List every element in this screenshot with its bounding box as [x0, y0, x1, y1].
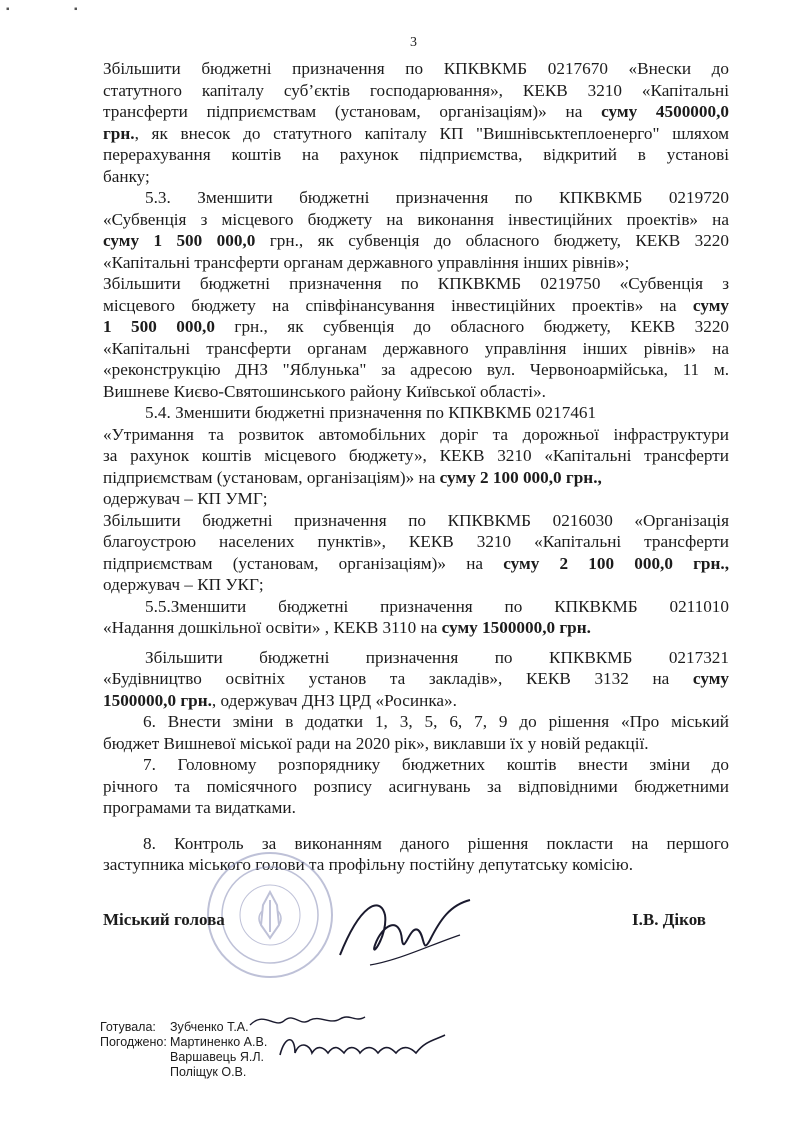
- text-line: «Капітальні трансферти органам державного управління інших рівнів» на: [103, 338, 729, 358]
- prepared-name: Зубченко Т.А.: [170, 1020, 249, 1034]
- prepared-row: [100, 1020, 267, 1035]
- handwritten-signature: [330, 885, 480, 975]
- corner-mark: ▪: [74, 4, 78, 15]
- agreed-name: Поліщук О.В.: [170, 1065, 247, 1079]
- text-line: 5.4. Зменшити бюджетні призначення по КПКВКМБ 0217461: [145, 403, 597, 422]
- text-line: «Субвенція з місцевого бюджету на виконання інвестиційних проектів» на: [103, 209, 729, 229]
- text-line: бюджет Вишневої міської ради на 2020 рік», виклавши їх у новій редакції.: [103, 733, 649, 753]
- text-line: перерахування коштів на рахунок підприємства, відкритий в установі: [103, 145, 729, 164]
- document-body: [103, 58, 729, 876]
- signature-title: Міський голова: [103, 910, 225, 929]
- text-line: 6. Внести зміни в додатки 1, 3, 5, 6, 7, 9 до рішення «Про міський: [143, 712, 729, 731]
- text-line: «Утримання та розвиток автомобільних доріг та дорожньої інфраструктури: [103, 424, 729, 444]
- text-line: трансферти підприємствам (установам, організаціям)» на суму 4500000,0: [103, 102, 729, 121]
- agreed-row: [100, 1065, 267, 1080]
- prepared-label: Готувала:: [100, 1020, 156, 1034]
- text-line: річного та помісячного розпису асигнувань за відповідними бюджетними: [103, 776, 729, 796]
- text-line: програмами та видатками.: [103, 798, 296, 817]
- corner-mark: ▪: [6, 4, 10, 15]
- text-line: 8. Контроль за виконанням даного рішення покласти на першого: [143, 833, 729, 853]
- text-line: одержувач – КП УКГ;: [103, 575, 264, 594]
- page-number: 3: [410, 35, 417, 50]
- agreed-name: Варшавець Я.Л.: [170, 1050, 264, 1064]
- text-line: місцевого бюджету на співфінансування інвестиційних проектів» на суму: [103, 295, 729, 315]
- text-line: статутного капіталу суб’єктів господарювання», КЕКВ 3210 «Капітальні: [103, 80, 729, 100]
- text-line: «Будівництво освітніх установ та закладів», КЕКВ 3132 на суму: [103, 669, 729, 688]
- text-line: банку;: [103, 166, 150, 186]
- text-line: благоустрою населених пунктів», КЕКВ 3210 «Капітальні трансферти: [103, 532, 729, 551]
- text-line: суму 1 500 000,0 грн., як субвенція до обласного бюджету, КЕКВ 3220: [103, 231, 729, 250]
- agreed-row: [100, 1050, 267, 1065]
- text-line: «Надання дошкільної освіти» , КЕКВ 3110 на суму 1500000,0 грн.: [103, 618, 591, 637]
- text-line: Збільшити бюджетні призначення по КПКВКМБ 0217670 «Внески до: [103, 59, 729, 78]
- agreed-label: Погоджено:: [100, 1035, 167, 1049]
- text-line: грн., як внесок до статутного капіталу КП "Вишнівськтеплоенерго" шляхом: [103, 123, 729, 143]
- text-line: 7. Головному розпоряднику бюджетних коштів внести зміни до: [143, 755, 729, 774]
- text-line: за рахунок коштів місцевого бюджету», КЕКВ 3210 «Капітальні трансферти: [103, 446, 729, 465]
- text-line: «Капітальні трансферти органам державного управління інших рівнів»;: [103, 252, 630, 272]
- agreed-name: Мартиненко А.В.: [170, 1035, 268, 1049]
- signature-name: І.В. Діков: [632, 910, 706, 929]
- text-line: заступника міського голови та профільну постійну депутатську комісію.: [103, 855, 634, 874]
- text-line: 1500000,0 грн., одержувач ДНЗ ЦРД «Росинка».: [103, 690, 457, 710]
- text-line: Збільшити бюджетні призначення по КПКВКМБ 0217321: [145, 647, 729, 667]
- footer-approvals: [100, 1020, 267, 1080]
- text-line: підприємствам (установам, організаціям)» на суму 2 100 000,0 грн.,: [103, 553, 729, 573]
- approval-signatures: [240, 1005, 460, 1075]
- text-line: «реконструкцію ДНЗ "Яблунька" за адресою вул. Червоноармійська, 11 м.: [103, 360, 729, 379]
- text-line: Вишневе Києво-Святошинського району Київської області».: [103, 381, 546, 401]
- text-line: Збільшити бюджетні призначення по КПКВКМБ 0216030 «Організація: [103, 510, 729, 530]
- text-line: одержувач – КП УМГ;: [103, 489, 268, 508]
- text-line: 5.3. Зменшити бюджетні призначення по КПКВКМБ 0219720: [145, 188, 729, 207]
- text-line: підприємствам (установам, організаціям)» на суму 2 100 000,0 грн.,: [103, 467, 602, 487]
- agreed-row: [100, 1035, 267, 1050]
- text-line: Збільшити бюджетні призначення по КПКВКМБ 0219750 «Субвенція з: [103, 274, 729, 293]
- text-line: 5.5.Зменшити бюджетні призначення по КПКВКМБ 0211010: [145, 596, 729, 616]
- text-line: 1 500 000,0 грн., як субвенція до обласного бюджету, КЕКВ 3220: [103, 317, 730, 336]
